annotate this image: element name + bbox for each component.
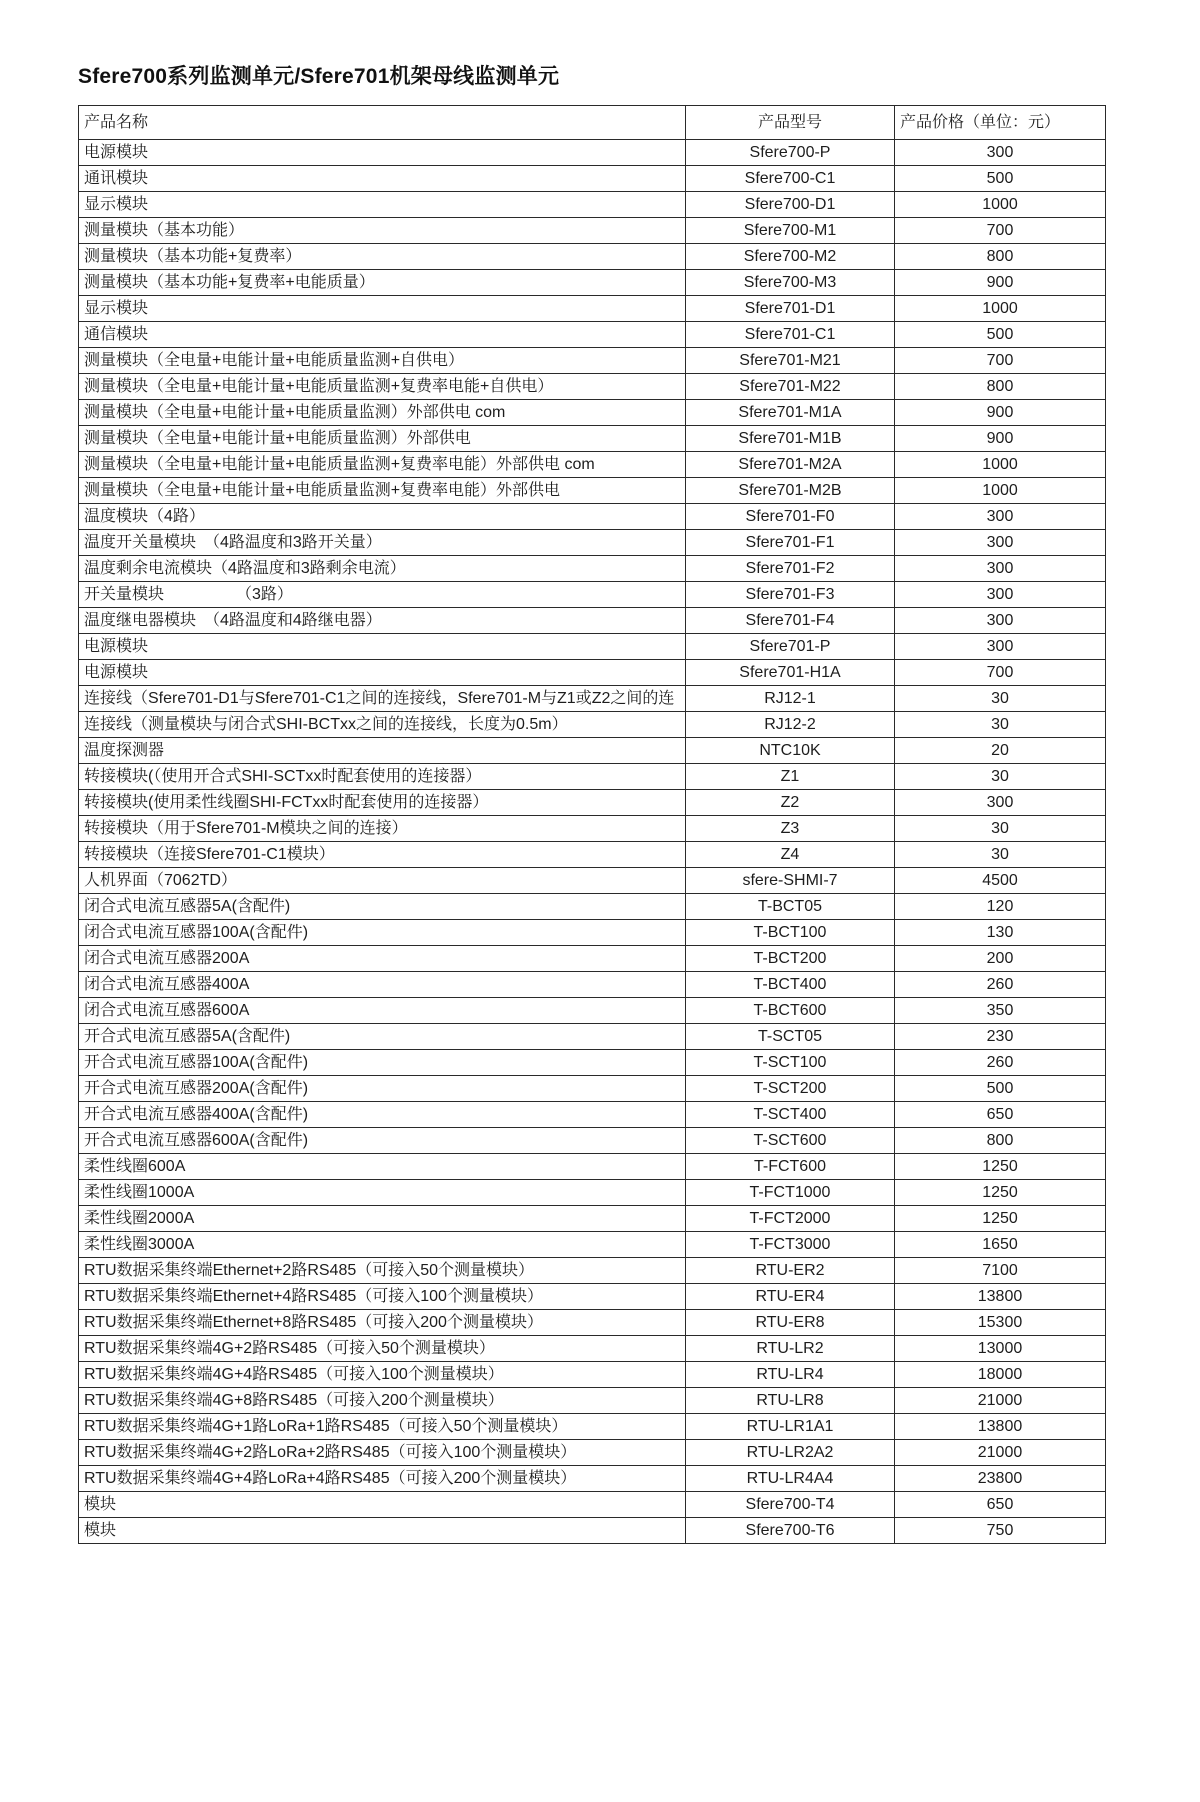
- table-row: [79, 244, 1106, 270]
- product-model-cell: Sfere701-P: [686, 634, 895, 660]
- product-model-cell: Sfere700-D1: [686, 192, 895, 218]
- product-model-cell: T-SCT400: [686, 1102, 895, 1128]
- product-name-cell: 电源模块: [79, 140, 686, 166]
- table-row: [79, 920, 1106, 946]
- product-name-cell: 连接线（Sfere701-D1与Sfere701-C1之间的连接线，Sfere701-M与Z1或Z2之间的连: [79, 686, 686, 712]
- product-price-cell: 900: [895, 400, 1106, 426]
- product-model-cell: T-FCT2000: [686, 1206, 895, 1232]
- product-price-cell: 650: [895, 1102, 1106, 1128]
- table-row: [79, 660, 1106, 686]
- product-model-cell: RTU-ER8: [686, 1310, 895, 1336]
- product-model-cell: Sfere700-T6: [686, 1518, 895, 1544]
- product-model-cell: RTU-LR4: [686, 1362, 895, 1388]
- product-name-cell: 电源模块: [79, 634, 686, 660]
- product-price-cell: 30: [895, 712, 1106, 738]
- product-name-cell: 测量模块（基本功能）: [79, 218, 686, 244]
- table-row: [79, 1206, 1106, 1232]
- product-name-cell: 柔性线圈600A: [79, 1154, 686, 1180]
- table-row: [79, 842, 1106, 868]
- product-name-cell: RTU数据采集终端4G+8路RS485（可接入200个测量模块）: [79, 1388, 686, 1414]
- product-model-cell: Sfere701-M21: [686, 348, 895, 374]
- product-model-cell: RTU-LR2A2: [686, 1440, 895, 1466]
- product-price-cell: 300: [895, 582, 1106, 608]
- product-price-cell: 300: [895, 504, 1106, 530]
- table-row: [79, 1466, 1106, 1492]
- price-table: [78, 105, 1106, 1544]
- product-name-cell: 显示模块: [79, 296, 686, 322]
- product-price-cell: 800: [895, 244, 1106, 270]
- product-price-cell: 350: [895, 998, 1106, 1024]
- product-price-cell: 800: [895, 374, 1106, 400]
- product-model-cell: Sfere701-M2A: [686, 452, 895, 478]
- product-price-cell: 1000: [895, 478, 1106, 504]
- table-row: [79, 1518, 1106, 1544]
- product-price-cell: 300: [895, 634, 1106, 660]
- product-name-cell: 开合式电流互感器400A(含配件): [79, 1102, 686, 1128]
- table-row: [79, 400, 1106, 426]
- product-model-cell: RTU-LR4A4: [686, 1466, 895, 1492]
- product-model-cell: Z1: [686, 764, 895, 790]
- table-row: [79, 1492, 1106, 1518]
- column-header-product-name: 产品名称: [79, 106, 686, 140]
- product-model-cell: Sfere701-M2B: [686, 478, 895, 504]
- table-row: [79, 1102, 1106, 1128]
- table-row: [79, 608, 1106, 634]
- product-name-cell: RTU数据采集终端4G+2路RS485（可接入50个测量模块）: [79, 1336, 686, 1362]
- product-model-cell: Sfere701-H1A: [686, 660, 895, 686]
- product-price-cell: 500: [895, 1076, 1106, 1102]
- product-name-cell: 闭合式电流互感器100A(含配件): [79, 920, 686, 946]
- product-model-cell: Sfere700-T4: [686, 1492, 895, 1518]
- product-price-cell: 13800: [895, 1414, 1106, 1440]
- product-model-cell: T-SCT05: [686, 1024, 895, 1050]
- product-name-cell: 测量模块（全电量+电能计量+电能质量监测+复费率电能）外部供电 com: [79, 452, 686, 478]
- product-name-cell: 测量模块（全电量+电能计量+电能质量监测+自供电）: [79, 348, 686, 374]
- product-price-cell: 4500: [895, 868, 1106, 894]
- product-name-cell: 开合式电流互感器200A(含配件): [79, 1076, 686, 1102]
- table-row: [79, 712, 1106, 738]
- product-price-cell: 260: [895, 972, 1106, 998]
- product-price-cell: 500: [895, 322, 1106, 348]
- product-model-cell: T-BCT05: [686, 894, 895, 920]
- table-row: [79, 1024, 1106, 1050]
- product-price-cell: 750: [895, 1518, 1106, 1544]
- product-name-cell: 转接模块(使用柔性线圈SHI-FCTxx时配套使用的连接器）: [79, 790, 686, 816]
- product-name-cell: 闭合式电流互感器400A: [79, 972, 686, 998]
- product-price-cell: 1000: [895, 296, 1106, 322]
- table-row: [79, 1050, 1106, 1076]
- product-price-cell: 1250: [895, 1180, 1106, 1206]
- table-row: [79, 140, 1106, 166]
- table-row: [79, 1362, 1106, 1388]
- product-model-cell: Sfere701-M1A: [686, 400, 895, 426]
- product-model-cell: RTU-ER2: [686, 1258, 895, 1284]
- table-row: [79, 738, 1106, 764]
- product-model-cell: T-FCT1000: [686, 1180, 895, 1206]
- product-price-cell: 30: [895, 816, 1106, 842]
- table-row: [79, 582, 1106, 608]
- product-price-cell: 700: [895, 348, 1106, 374]
- product-model-cell: T-SCT200: [686, 1076, 895, 1102]
- product-price-cell: 800: [895, 1128, 1106, 1154]
- table-row: [79, 1284, 1106, 1310]
- table-row: [79, 1310, 1106, 1336]
- product-price-cell: 21000: [895, 1440, 1106, 1466]
- table-row: [79, 894, 1106, 920]
- product-name-cell: 显示模块: [79, 192, 686, 218]
- table-row: [79, 348, 1106, 374]
- product-name-cell: 柔性线圈1000A: [79, 1180, 686, 1206]
- product-model-cell: Sfere701-M1B: [686, 426, 895, 452]
- table-row: [79, 374, 1106, 400]
- table-row: [79, 816, 1106, 842]
- product-price-cell: 120: [895, 894, 1106, 920]
- product-price-cell: 300: [895, 608, 1106, 634]
- product-price-cell: 1250: [895, 1206, 1106, 1232]
- table-row: [79, 1154, 1106, 1180]
- product-model-cell: T-BCT400: [686, 972, 895, 998]
- table-row: [79, 790, 1106, 816]
- product-name-cell: 温度模块（4路）: [79, 504, 686, 530]
- table-row: [79, 868, 1106, 894]
- table-row: [79, 504, 1106, 530]
- product-price-cell: 13000: [895, 1336, 1106, 1362]
- product-model-cell: RTU-LR8: [686, 1388, 895, 1414]
- product-model-cell: T-BCT600: [686, 998, 895, 1024]
- product-model-cell: T-FCT600: [686, 1154, 895, 1180]
- product-model-cell: Z3: [686, 816, 895, 842]
- table-row: [79, 686, 1106, 712]
- product-model-cell: T-SCT600: [686, 1128, 895, 1154]
- product-name-cell: 转接模块（连接Sfere701-C1模块）: [79, 842, 686, 868]
- product-name-cell: 温度开关量模块 （4路温度和3路开关量）: [79, 530, 686, 556]
- product-model-cell: Sfere700-C1: [686, 166, 895, 192]
- product-price-cell: 1250: [895, 1154, 1106, 1180]
- product-price-cell: 13800: [895, 1284, 1106, 1310]
- table-row: [79, 296, 1106, 322]
- header-row: [79, 106, 1106, 140]
- table-row: [79, 270, 1106, 296]
- table-row: [79, 1258, 1106, 1284]
- product-model-cell: sfere-SHMI-7: [686, 868, 895, 894]
- table-row: [79, 1128, 1106, 1154]
- product-price-cell: 1000: [895, 452, 1106, 478]
- product-price-cell: 700: [895, 218, 1106, 244]
- product-model-cell: T-BCT100: [686, 920, 895, 946]
- product-price-cell: 900: [895, 270, 1106, 296]
- product-name-cell: 模块: [79, 1492, 686, 1518]
- product-model-cell: Sfere701-F2: [686, 556, 895, 582]
- product-model-cell: NTC10K: [686, 738, 895, 764]
- product-name-cell: 测量模块（基本功能+复费率+电能质量）: [79, 270, 686, 296]
- product-name-cell: RTU数据采集终端4G+2路LoRa+2路RS485（可接入100个测量模块）: [79, 1440, 686, 1466]
- table-row: [79, 1388, 1106, 1414]
- product-name-cell: 电源模块: [79, 660, 686, 686]
- product-price-cell: 30: [895, 764, 1106, 790]
- product-name-cell: 测量模块（全电量+电能计量+电能质量监测+复费率电能）外部供电: [79, 478, 686, 504]
- table-row: [79, 556, 1106, 582]
- table-row: [79, 1076, 1106, 1102]
- product-price-cell: 260: [895, 1050, 1106, 1076]
- product-price-cell: 300: [895, 530, 1106, 556]
- product-model-cell: RJ12-1: [686, 686, 895, 712]
- product-price-cell: 18000: [895, 1362, 1106, 1388]
- product-name-cell: 测量模块（基本功能+复费率）: [79, 244, 686, 270]
- product-model-cell: Sfere700-M3: [686, 270, 895, 296]
- table-row: [79, 1440, 1106, 1466]
- product-name-cell: 人机界面（7062TD）: [79, 868, 686, 894]
- page-title: Sfere700系列监测单元/Sfere701机架母线监测单元: [78, 65, 560, 88]
- table-row: [79, 1336, 1106, 1362]
- product-model-cell: RJ12-2: [686, 712, 895, 738]
- product-model-cell: Sfere701-D1: [686, 296, 895, 322]
- product-name-cell: 开合式电流互感器600A(含配件): [79, 1128, 686, 1154]
- table-row: [79, 478, 1106, 504]
- product-name-cell: RTU数据采集终端4G+1路LoRa+1路RS485（可接入50个测量模块）: [79, 1414, 686, 1440]
- table-row: [79, 452, 1106, 478]
- table-row: [79, 426, 1106, 452]
- product-model-cell: Sfere700-M1: [686, 218, 895, 244]
- product-price-cell: 20: [895, 738, 1106, 764]
- product-price-cell: 300: [895, 140, 1106, 166]
- table-row: [79, 166, 1106, 192]
- table-row: [79, 998, 1106, 1024]
- product-name-cell: 开合式电流互感器5A(含配件): [79, 1024, 686, 1050]
- product-price-cell: 300: [895, 790, 1106, 816]
- product-name-cell: 通信模块: [79, 322, 686, 348]
- table-row: [79, 946, 1106, 972]
- product-name-cell: 转接模块(（使用开合式SHI-SCTxx时配套使用的连接器）: [79, 764, 686, 790]
- product-model-cell: T-FCT3000: [686, 1232, 895, 1258]
- product-price-cell: 200: [895, 946, 1106, 972]
- product-price-cell: 15300: [895, 1310, 1106, 1336]
- product-name-cell: 闭合式电流互感器5A(含配件): [79, 894, 686, 920]
- product-model-cell: Z4: [686, 842, 895, 868]
- product-price-cell: 230: [895, 1024, 1106, 1050]
- product-name-cell: 开关量模块 （3路）: [79, 582, 686, 608]
- product-name-cell: 温度剩余电流模块（4路温度和3路剩余电流）: [79, 556, 686, 582]
- product-price-cell: 30: [895, 842, 1106, 868]
- product-model-cell: Sfere701-F4: [686, 608, 895, 634]
- product-name-cell: 测量模块（全电量+电能计量+电能质量监测+复费率电能+自供电）: [79, 374, 686, 400]
- product-price-cell: 900: [895, 426, 1106, 452]
- product-model-cell: Sfere701-F0: [686, 504, 895, 530]
- table-row: [79, 218, 1106, 244]
- product-model-cell: Sfere701-F3: [686, 582, 895, 608]
- product-price-cell: 7100: [895, 1258, 1106, 1284]
- product-model-cell: T-BCT200: [686, 946, 895, 972]
- product-price-cell: 700: [895, 660, 1106, 686]
- product-price-cell: 300: [895, 556, 1106, 582]
- product-model-cell: Sfere700-M2: [686, 244, 895, 270]
- column-header-product-model: 产品型号: [686, 106, 895, 140]
- product-model-cell: RTU-ER4: [686, 1284, 895, 1310]
- product-name-cell: RTU数据采集终端4G+4路LoRa+4路RS485（可接入200个测量模块）: [79, 1466, 686, 1492]
- product-name-cell: 测量模块（全电量+电能计量+电能质量监测）外部供电: [79, 426, 686, 452]
- column-header-product-price: 产品价格（单位：元）: [895, 106, 1106, 140]
- table-row: [79, 764, 1106, 790]
- product-name-cell: 温度继电器模块 （4路温度和4路继电器）: [79, 608, 686, 634]
- product-name-cell: 闭合式电流互感器200A: [79, 946, 686, 972]
- product-price-cell: 30: [895, 686, 1106, 712]
- product-name-cell: RTU数据采集终端Ethernet+4路RS485（可接入100个测量模块）: [79, 1284, 686, 1310]
- product-model-cell: T-SCT100: [686, 1050, 895, 1076]
- product-price-cell: 1000: [895, 192, 1106, 218]
- product-name-cell: RTU数据采集终端4G+4路RS485（可接入100个测量模块）: [79, 1362, 686, 1388]
- table-row: [79, 1180, 1106, 1206]
- product-model-cell: RTU-LR2: [686, 1336, 895, 1362]
- table-row: [79, 530, 1106, 556]
- product-model-cell: Sfere700-P: [686, 140, 895, 166]
- table-row: [79, 1232, 1106, 1258]
- table-row: [79, 322, 1106, 348]
- product-name-cell: 转接模块（用于Sfere701-M模块之间的连接）: [79, 816, 686, 842]
- product-name-cell: RTU数据采集终端Ethernet+8路RS485（可接入200个测量模块）: [79, 1310, 686, 1336]
- product-name-cell: 柔性线圈3000A: [79, 1232, 686, 1258]
- product-name-cell: 温度探测器: [79, 738, 686, 764]
- table-row: [79, 634, 1106, 660]
- product-model-cell: Sfere701-F1: [686, 530, 895, 556]
- product-model-cell: RTU-LR1A1: [686, 1414, 895, 1440]
- product-price-cell: 130: [895, 920, 1106, 946]
- product-name-cell: RTU数据采集终端Ethernet+2路RS485（可接入50个测量模块）: [79, 1258, 686, 1284]
- table-row: [79, 972, 1106, 998]
- product-model-cell: Sfere701-M22: [686, 374, 895, 400]
- product-name-cell: 闭合式电流互感器600A: [79, 998, 686, 1024]
- product-price-cell: 650: [895, 1492, 1106, 1518]
- product-price-cell: 21000: [895, 1388, 1106, 1414]
- product-model-cell: Sfere701-C1: [686, 322, 895, 348]
- product-name-cell: 通讯模块: [79, 166, 686, 192]
- product-name-cell: 测量模块（全电量+电能计量+电能质量监测）外部供电 com: [79, 400, 686, 426]
- product-name-cell: 连接线（测量模块与闭合式SHI-BCTxx之间的连接线，长度为0.5m）: [79, 712, 686, 738]
- product-name-cell: 柔性线圈2000A: [79, 1206, 686, 1232]
- table-row: [79, 1414, 1106, 1440]
- table-body: [79, 140, 1106, 1544]
- product-price-cell: 1650: [895, 1232, 1106, 1258]
- product-name-cell: 开合式电流互感器100A(含配件): [79, 1050, 686, 1076]
- product-price-cell: 23800: [895, 1466, 1106, 1492]
- product-name-cell: 模块: [79, 1518, 686, 1544]
- product-model-cell: Z2: [686, 790, 895, 816]
- product-price-cell: 500: [895, 166, 1106, 192]
- table-row: [79, 192, 1106, 218]
